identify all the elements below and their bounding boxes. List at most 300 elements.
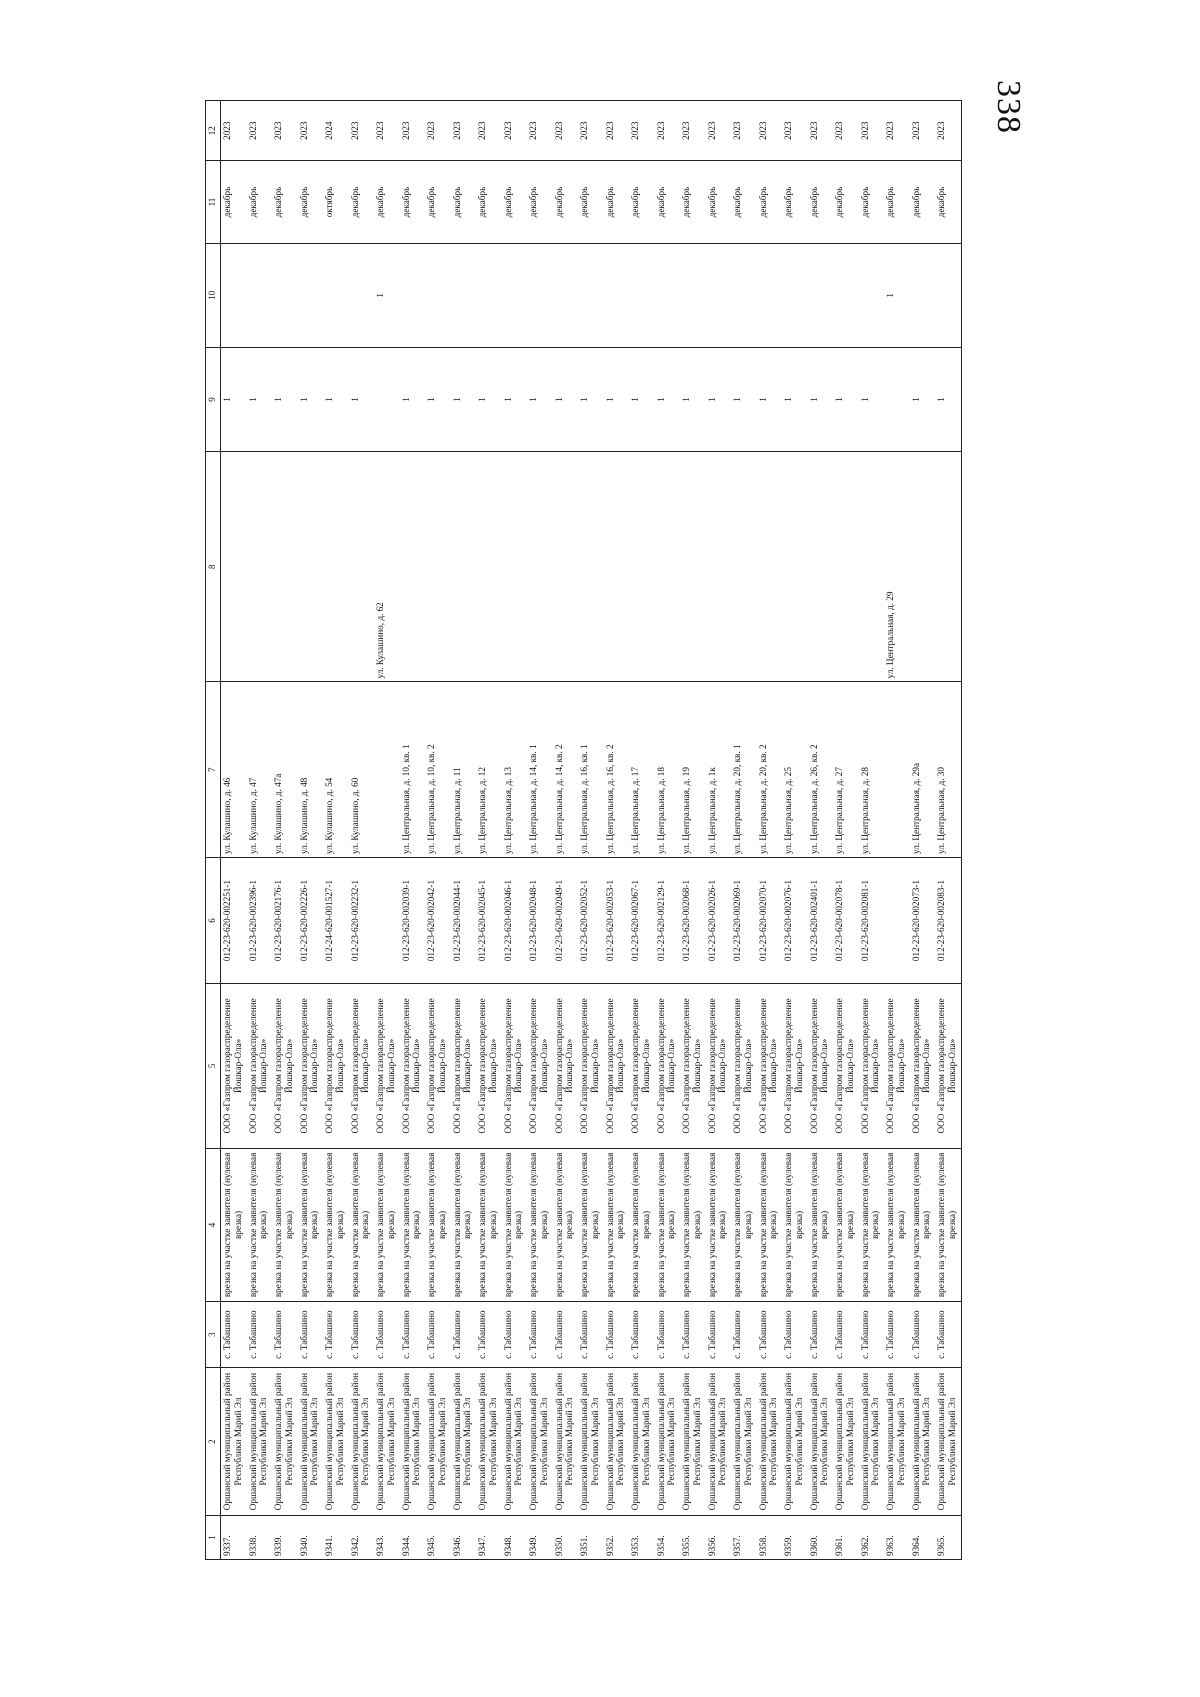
count-cell: 1 bbox=[782, 347, 808, 451]
village-cell: с. Табашино bbox=[323, 1302, 349, 1368]
column-header: 11 bbox=[206, 161, 221, 243]
address-alt-cell bbox=[935, 452, 961, 682]
district-cell: Оршанский муниципальный район Республики Марий Эл bbox=[298, 1368, 324, 1516]
count-cell: 1 bbox=[451, 347, 477, 451]
application-code-cell: 012-23-620-002232-1 bbox=[349, 857, 375, 983]
row-number: 9344. bbox=[400, 1516, 426, 1560]
count-cell: 1 bbox=[808, 347, 834, 451]
address-cell: ул. Центральная, д. 10, кв. 2 bbox=[425, 682, 451, 858]
village-cell: с. Табашино bbox=[476, 1302, 502, 1368]
column-header: 8 bbox=[206, 452, 221, 682]
row-number: 9363. bbox=[884, 1516, 910, 1560]
work-type-cell: врезка на участке заявителя (нулевая врезка) bbox=[221, 1148, 247, 1302]
address-cell: ул. Центральная, д. 20, кв. 1 bbox=[731, 682, 757, 858]
work-type-cell: врезка на участке заявителя (нулевая врезка) bbox=[859, 1148, 885, 1302]
organization-cell: ООО «Газпром газораспределение Йошкар-Ола» bbox=[400, 984, 426, 1149]
count-cell: 1 bbox=[578, 347, 604, 451]
year-cell: 2023 bbox=[731, 101, 757, 161]
count-alt-cell bbox=[221, 243, 247, 347]
address-alt-cell bbox=[553, 452, 579, 682]
rotated-table-wrapper bbox=[205, 100, 962, 1560]
application-code-cell: 012-24-620-001527-1 bbox=[323, 857, 349, 983]
year-cell: 2023 bbox=[706, 101, 732, 161]
address-cell: ул. Кулашино, д. 60 bbox=[349, 682, 375, 858]
address-alt-cell bbox=[833, 452, 859, 682]
address-cell bbox=[884, 682, 910, 858]
table-row bbox=[706, 101, 732, 1560]
work-type-cell: врезка на участке заявителя (нулевая врезка) bbox=[680, 1148, 706, 1302]
work-type-cell: врезка на участке заявителя (нулевая врезка) bbox=[808, 1148, 834, 1302]
address-alt-cell bbox=[578, 452, 604, 682]
address-alt-cell bbox=[782, 452, 808, 682]
district-cell: Оршанский муниципальный район Республики Марий Эл bbox=[323, 1368, 349, 1516]
count-cell: 1 bbox=[655, 347, 681, 451]
district-cell: Оршанский муниципальный район Республики Марий Эл bbox=[731, 1368, 757, 1516]
table-row bbox=[833, 101, 859, 1560]
connection-table bbox=[205, 100, 962, 1560]
organization-cell: ООО «Газпром газораспределение Йошкар-Ола» bbox=[247, 984, 273, 1149]
work-type-cell: врезка на участке заявителя (нулевая врезка) bbox=[757, 1148, 783, 1302]
address-cell: ул. Центральная, д. 17 bbox=[629, 682, 655, 858]
count-cell: 1 bbox=[247, 347, 273, 451]
count-cell: 1 bbox=[221, 347, 247, 451]
table-row bbox=[476, 101, 502, 1560]
count-cell: 1 bbox=[425, 347, 451, 451]
table-row bbox=[374, 101, 400, 1560]
row-number: 9341. bbox=[323, 1516, 349, 1560]
address-alt-cell bbox=[247, 452, 273, 682]
district-cell: Оршанский муниципальный район Республики Марий Эл bbox=[604, 1368, 630, 1516]
application-code-cell bbox=[374, 857, 400, 983]
application-code-cell: 012-23-620-002044-1 bbox=[451, 857, 477, 983]
address-cell: ул. Кулашино, д. 46 bbox=[221, 682, 247, 858]
organization-cell: ООО «Газпром газораспределение Йошкар-Ола» bbox=[323, 984, 349, 1149]
village-cell: с. Табашино bbox=[527, 1302, 553, 1368]
year-cell: 2023 bbox=[221, 101, 247, 161]
village-cell: с. Табашино bbox=[884, 1302, 910, 1368]
table-row bbox=[298, 101, 324, 1560]
table-row bbox=[604, 101, 630, 1560]
table-row bbox=[323, 101, 349, 1560]
year-cell: 2023 bbox=[910, 101, 936, 161]
count-cell: 1 bbox=[833, 347, 859, 451]
row-number: 9353. bbox=[629, 1516, 655, 1560]
column-header: 7 bbox=[206, 682, 221, 858]
count-cell: 1 bbox=[910, 347, 936, 451]
village-cell: с. Табашино bbox=[629, 1302, 655, 1368]
address-cell: ул. Центральная, д. 30 bbox=[935, 682, 961, 858]
row-number: 9346. bbox=[451, 1516, 477, 1560]
work-type-cell: врезка на участке заявителя (нулевая врезка) bbox=[655, 1148, 681, 1302]
organization-cell: ООО «Газпром газораспределение Йошкар-Ола» bbox=[680, 984, 706, 1149]
organization-cell: ООО «Газпром газораспределение Йошкар-Ола» bbox=[859, 984, 885, 1149]
month-cell: декабрь bbox=[757, 161, 783, 243]
village-cell: с. Табашино bbox=[859, 1302, 885, 1368]
row-number: 9354. bbox=[655, 1516, 681, 1560]
month-cell: декабрь bbox=[272, 161, 298, 243]
table-row bbox=[553, 101, 579, 1560]
count-alt-cell bbox=[578, 243, 604, 347]
address-alt-cell: ул. Кулашино, д. 62 bbox=[374, 452, 400, 682]
month-cell: декабрь bbox=[221, 161, 247, 243]
count-cell: 1 bbox=[859, 347, 885, 451]
year-cell: 2023 bbox=[502, 101, 528, 161]
address-alt-cell bbox=[655, 452, 681, 682]
year-cell: 2023 bbox=[808, 101, 834, 161]
table-row bbox=[884, 101, 910, 1560]
application-code-cell: 012-23-620-002039-1 bbox=[400, 857, 426, 983]
village-cell: с. Табашино bbox=[833, 1302, 859, 1368]
village-cell: с. Табашино bbox=[298, 1302, 324, 1368]
work-type-cell: врезка на участке заявителя (нулевая врезка) bbox=[374, 1148, 400, 1302]
organization-cell: ООО «Газпром газораспределение Йошкар-Ола» bbox=[782, 984, 808, 1149]
table-row bbox=[731, 101, 757, 1560]
village-cell: с. Табашино bbox=[731, 1302, 757, 1368]
address-cell: ул. Центральная, д. 19 bbox=[680, 682, 706, 858]
organization-cell: ООО «Газпром газораспределение Йошкар-Ола» bbox=[910, 984, 936, 1149]
work-type-cell: врезка на участке заявителя (нулевая врезка) bbox=[553, 1148, 579, 1302]
count-alt-cell bbox=[910, 243, 936, 347]
organization-cell: ООО «Газпром газораспределение Йошкар-Ола» bbox=[476, 984, 502, 1149]
month-cell: декабрь bbox=[527, 161, 553, 243]
application-code-cell: 012-23-620-002129-1 bbox=[655, 857, 681, 983]
count-alt-cell bbox=[757, 243, 783, 347]
month-cell: декабрь bbox=[833, 161, 859, 243]
address-alt-cell: ул. Центральная, д. 29 bbox=[884, 452, 910, 682]
application-code-cell: 012-23-620-002068-1 bbox=[680, 857, 706, 983]
table-row bbox=[757, 101, 783, 1560]
village-cell: с. Табашино bbox=[910, 1302, 936, 1368]
month-cell: декабрь bbox=[349, 161, 375, 243]
row-number: 9351. bbox=[578, 1516, 604, 1560]
row-number: 9348. bbox=[502, 1516, 528, 1560]
row-number: 9359. bbox=[782, 1516, 808, 1560]
count-alt-cell bbox=[706, 243, 732, 347]
month-cell: декабрь bbox=[655, 161, 681, 243]
page-number: 338 bbox=[990, 80, 1027, 134]
district-cell: Оршанский муниципальный район Республики Марий Эл bbox=[833, 1368, 859, 1516]
district-cell: Оршанский муниципальный район Республики Марий Эл bbox=[859, 1368, 885, 1516]
work-type-cell: врезка на участке заявителя (нулевая врезка) bbox=[298, 1148, 324, 1302]
count-alt-cell bbox=[553, 243, 579, 347]
organization-cell: ООО «Газпром газораспределение Йошкар-Ола» bbox=[349, 984, 375, 1149]
count-cell: 1 bbox=[604, 347, 630, 451]
application-code-cell: 012-23-620-002076-1 bbox=[782, 857, 808, 983]
count-alt-cell bbox=[655, 243, 681, 347]
district-cell: Оршанский муниципальный район Республики Марий Эл bbox=[782, 1368, 808, 1516]
year-cell: 2023 bbox=[553, 101, 579, 161]
work-type-cell: врезка на участке заявителя (нулевая врезка) bbox=[247, 1148, 273, 1302]
village-cell: с. Табашино bbox=[272, 1302, 298, 1368]
organization-cell: ООО «Газпром газораспределение Йошкар-Ола» bbox=[604, 984, 630, 1149]
organization-cell: ООО «Газпром газораспределение Йошкар-Ола» bbox=[578, 984, 604, 1149]
application-code-cell: 012-23-620-002069-1 bbox=[731, 857, 757, 983]
work-type-cell: врезка на участке заявителя (нулевая врезка) bbox=[604, 1148, 630, 1302]
district-cell: Оршанский муниципальный район Республики Марий Эл bbox=[272, 1368, 298, 1516]
month-cell: декабрь bbox=[731, 161, 757, 243]
month-cell: декабрь bbox=[578, 161, 604, 243]
organization-cell: ООО «Газпром газораспределение Йошкар-Ола» bbox=[757, 984, 783, 1149]
district-cell: Оршанский муниципальный район Республики Марий Эл bbox=[629, 1368, 655, 1516]
district-cell: Оршанский муниципальный район Республики Марий Эл bbox=[221, 1368, 247, 1516]
organization-cell: ООО «Газпром газораспределение Йошкар-Ола» bbox=[502, 984, 528, 1149]
village-cell: с. Табашино bbox=[502, 1302, 528, 1368]
year-cell: 2023 bbox=[400, 101, 426, 161]
address-cell bbox=[374, 682, 400, 858]
month-cell: декабрь bbox=[884, 161, 910, 243]
village-cell: с. Табашино bbox=[247, 1302, 273, 1368]
row-number: 9342. bbox=[349, 1516, 375, 1560]
address-cell: ул. Центральная, д. 29а bbox=[910, 682, 936, 858]
district-cell: Оршанский муниципальный район Республики Марий Эл bbox=[502, 1368, 528, 1516]
village-cell: с. Табашино bbox=[706, 1302, 732, 1368]
address-alt-cell bbox=[629, 452, 655, 682]
district-cell: Оршанский муниципальный район Республики Марий Эл bbox=[247, 1368, 273, 1516]
table-row bbox=[451, 101, 477, 1560]
table-row bbox=[782, 101, 808, 1560]
address-alt-cell bbox=[400, 452, 426, 682]
count-alt-cell bbox=[400, 243, 426, 347]
address-cell: ул. Центральная, д. 27 bbox=[833, 682, 859, 858]
count-alt-cell bbox=[272, 243, 298, 347]
count-cell: 1 bbox=[272, 347, 298, 451]
count-alt-cell bbox=[425, 243, 451, 347]
table-body bbox=[221, 101, 962, 1560]
village-cell: с. Табашино bbox=[782, 1302, 808, 1368]
count-alt-cell: 1 bbox=[374, 243, 400, 347]
year-cell: 2023 bbox=[298, 101, 324, 161]
address-alt-cell bbox=[706, 452, 732, 682]
address-alt-cell bbox=[298, 452, 324, 682]
month-cell: декабрь bbox=[298, 161, 324, 243]
application-code-cell: 012-23-620-002078-1 bbox=[833, 857, 859, 983]
address-cell: ул. Центральная, д. 16, кв. 1 bbox=[578, 682, 604, 858]
application-code-cell bbox=[884, 857, 910, 983]
address-cell: ул. Центральная, д. 14, кв. 1 bbox=[527, 682, 553, 858]
year-cell: 2023 bbox=[680, 101, 706, 161]
application-code-cell: 012-23-620-002073-1 bbox=[910, 857, 936, 983]
application-code-cell: 012-23-620-002042-1 bbox=[425, 857, 451, 983]
village-cell: с. Табашино bbox=[680, 1302, 706, 1368]
district-cell: Оршанский муниципальный район Республики Марий Эл bbox=[935, 1368, 961, 1516]
organization-cell: ООО «Газпром газораспределение Йошкар-Ола» bbox=[374, 984, 400, 1149]
address-cell: ул. Центральная, д. 20, кв. 2 bbox=[757, 682, 783, 858]
application-code-cell: 012-23-620-002026-1 bbox=[706, 857, 732, 983]
table-row bbox=[502, 101, 528, 1560]
table-row bbox=[400, 101, 426, 1560]
table-row bbox=[272, 101, 298, 1560]
address-alt-cell bbox=[451, 452, 477, 682]
count-alt-cell bbox=[298, 243, 324, 347]
table-row bbox=[247, 101, 273, 1560]
month-cell: декабрь bbox=[910, 161, 936, 243]
row-number: 9347. bbox=[476, 1516, 502, 1560]
address-cell: ул. Центральная, д. 1к bbox=[706, 682, 732, 858]
address-cell: ул. Кулашино, д. 48 bbox=[298, 682, 324, 858]
address-alt-cell bbox=[680, 452, 706, 682]
table-row bbox=[527, 101, 553, 1560]
address-cell: ул. Центральная, д. 26, кв. 2 bbox=[808, 682, 834, 858]
village-cell: с. Табашино bbox=[655, 1302, 681, 1368]
row-number: 9338. bbox=[247, 1516, 273, 1560]
count-cell: 1 bbox=[527, 347, 553, 451]
table-row bbox=[425, 101, 451, 1560]
row-number: 9357. bbox=[731, 1516, 757, 1560]
district-cell: Оршанский муниципальный район Республики Марий Эл bbox=[527, 1368, 553, 1516]
row-number: 9345. bbox=[425, 1516, 451, 1560]
address-alt-cell bbox=[349, 452, 375, 682]
work-type-cell: врезка на участке заявителя (нулевая врезка) bbox=[527, 1148, 553, 1302]
organization-cell: ООО «Газпром газораспределение Йошкар-Ола» bbox=[629, 984, 655, 1149]
table-row bbox=[680, 101, 706, 1560]
count-cell bbox=[884, 347, 910, 451]
month-cell: декабрь bbox=[706, 161, 732, 243]
address-cell: ул. Центральная, д. 10, кв. 1 bbox=[400, 682, 426, 858]
work-type-cell: врезка на участке заявителя (нулевая врезка) bbox=[476, 1148, 502, 1302]
row-number: 9350. bbox=[553, 1516, 579, 1560]
application-code-cell: 012-23-620-002048-1 bbox=[527, 857, 553, 983]
table-row bbox=[859, 101, 885, 1560]
address-alt-cell bbox=[757, 452, 783, 682]
district-cell: Оршанский муниципальный район Республики Марий Эл bbox=[553, 1368, 579, 1516]
count-cell: 1 bbox=[323, 347, 349, 451]
address-cell: ул. Центральная, д. 12 bbox=[476, 682, 502, 858]
organization-cell: ООО «Газпром газораспределение Йошкар-Ола» bbox=[935, 984, 961, 1149]
count-cell: 1 bbox=[706, 347, 732, 451]
table-row bbox=[655, 101, 681, 1560]
organization-cell: ООО «Газпром газораспределение Йошкар-Ола» bbox=[272, 984, 298, 1149]
year-cell: 2024 bbox=[323, 101, 349, 161]
district-cell: Оршанский муниципальный район Республики Марий Эл bbox=[757, 1368, 783, 1516]
count-alt-cell bbox=[247, 243, 273, 347]
organization-cell: ООО «Газпром газораспределение Йошкар-Ола» bbox=[731, 984, 757, 1149]
work-type-cell: врезка на участке заявителя (нулевая врезка) bbox=[833, 1148, 859, 1302]
count-alt-cell: 1 bbox=[884, 243, 910, 347]
table-row bbox=[808, 101, 834, 1560]
address-cell: ул. Кулашино, д. 54 bbox=[323, 682, 349, 858]
village-cell: с. Табашино bbox=[425, 1302, 451, 1368]
count-cell: 1 bbox=[757, 347, 783, 451]
organization-cell: ООО «Газпром газораспределение Йошкар-Ола» bbox=[298, 984, 324, 1149]
address-cell: ул. Центральная, д. 14, кв. 2 bbox=[553, 682, 579, 858]
address-alt-cell bbox=[476, 452, 502, 682]
year-cell: 2023 bbox=[859, 101, 885, 161]
work-type-cell: врезка на участке заявителя (нулевая врезка) bbox=[578, 1148, 604, 1302]
address-cell: ул. Центральная, д. 11 bbox=[451, 682, 477, 858]
count-alt-cell bbox=[527, 243, 553, 347]
year-cell: 2023 bbox=[884, 101, 910, 161]
row-number: 9343. bbox=[374, 1516, 400, 1560]
count-cell bbox=[374, 347, 400, 451]
organization-cell: ООО «Газпром газораспределение Йошкар-Ола» bbox=[655, 984, 681, 1149]
work-type-cell: врезка на участке заявителя (нулевая врезка) bbox=[782, 1148, 808, 1302]
district-cell: Оршанский муниципальный район Республики Марий Эл bbox=[680, 1368, 706, 1516]
address-alt-cell bbox=[604, 452, 630, 682]
work-type-cell: врезка на участке заявителя (нулевая врезка) bbox=[323, 1148, 349, 1302]
row-number: 9358. bbox=[757, 1516, 783, 1560]
count-alt-cell bbox=[629, 243, 655, 347]
count-alt-cell bbox=[323, 243, 349, 347]
application-code-cell: 012-23-620-002081-1 bbox=[859, 857, 885, 983]
district-cell: Оршанский муниципальный район Республики Марий Эл bbox=[808, 1368, 834, 1516]
header-row bbox=[206, 101, 221, 1560]
work-type-cell: врезка на участке заявителя (нулевая врезка) bbox=[629, 1148, 655, 1302]
row-number: 9362. bbox=[859, 1516, 885, 1560]
year-cell: 2023 bbox=[629, 101, 655, 161]
address-alt-cell bbox=[731, 452, 757, 682]
application-code-cell: 012-23-620-002049-1 bbox=[553, 857, 579, 983]
year-cell: 2023 bbox=[374, 101, 400, 161]
month-cell: декабрь bbox=[808, 161, 834, 243]
work-type-cell: врезка на участке заявителя (нулевая врезка) bbox=[349, 1148, 375, 1302]
application-code-cell: 012-23-620-002396-1 bbox=[247, 857, 273, 983]
count-alt-cell bbox=[808, 243, 834, 347]
work-type-cell: врезка на участке заявителя (нулевая врезка) bbox=[731, 1148, 757, 1302]
table-row bbox=[221, 101, 247, 1560]
row-number: 9356. bbox=[706, 1516, 732, 1560]
application-code-cell: 012-23-620-002052-1 bbox=[578, 857, 604, 983]
table-row bbox=[910, 101, 936, 1560]
row-number: 9352. bbox=[604, 1516, 630, 1560]
organization-cell: ООО «Газпром газораспределение Йошкар-Ола» bbox=[553, 984, 579, 1149]
column-header: 2 bbox=[206, 1368, 221, 1516]
work-type-cell: врезка на участке заявителя (нулевая врезка) bbox=[935, 1148, 961, 1302]
address-alt-cell bbox=[425, 452, 451, 682]
village-cell: с. Табашино bbox=[757, 1302, 783, 1368]
work-type-cell: врезка на участке заявителя (нулевая врезка) bbox=[272, 1148, 298, 1302]
district-cell: Оршанский муниципальный район Республики Марий Эл bbox=[451, 1368, 477, 1516]
application-code-cell: 012-23-620-002067-1 bbox=[629, 857, 655, 983]
organization-cell: ООО «Газпром газораспределение Йошкар-Ола» bbox=[451, 984, 477, 1149]
column-header: 3 bbox=[206, 1302, 221, 1368]
year-cell: 2023 bbox=[451, 101, 477, 161]
count-cell: 1 bbox=[298, 347, 324, 451]
count-cell: 1 bbox=[476, 347, 502, 451]
column-header: 4 bbox=[206, 1148, 221, 1302]
organization-cell: ООО «Газпром газораспределение Йошкар-Ола» bbox=[884, 984, 910, 1149]
count-alt-cell bbox=[833, 243, 859, 347]
count-alt-cell bbox=[476, 243, 502, 347]
table-row bbox=[578, 101, 604, 1560]
count-alt-cell bbox=[731, 243, 757, 347]
year-cell: 2023 bbox=[757, 101, 783, 161]
month-cell: декабрь bbox=[859, 161, 885, 243]
address-alt-cell bbox=[859, 452, 885, 682]
address-alt-cell bbox=[323, 452, 349, 682]
year-cell: 2023 bbox=[247, 101, 273, 161]
table-row bbox=[629, 101, 655, 1560]
district-cell: Оршанский муниципальный район Республики Марий Эл bbox=[910, 1368, 936, 1516]
row-number: 9365. bbox=[935, 1516, 961, 1560]
month-cell: октябрь bbox=[323, 161, 349, 243]
district-cell: Оршанский муниципальный район Республики Марий Эл bbox=[655, 1368, 681, 1516]
address-alt-cell bbox=[221, 452, 247, 682]
count-cell: 1 bbox=[935, 347, 961, 451]
address-alt-cell bbox=[502, 452, 528, 682]
district-cell: Оршанский муниципальный район Республики Марий Эл bbox=[706, 1368, 732, 1516]
village-cell: с. Табашино bbox=[578, 1302, 604, 1368]
application-code-cell: 012-23-620-002045-1 bbox=[476, 857, 502, 983]
count-alt-cell bbox=[349, 243, 375, 347]
organization-cell: ООО «Газпром газораспределение Йошкар-Ола» bbox=[706, 984, 732, 1149]
district-cell: Оршанский муниципальный район Республики Марий Эл bbox=[400, 1368, 426, 1516]
district-cell: Оршанский муниципальный район Республики Марий Эл bbox=[374, 1368, 400, 1516]
year-cell: 2023 bbox=[782, 101, 808, 161]
column-header: 12 bbox=[206, 101, 221, 161]
village-cell: с. Табашино bbox=[604, 1302, 630, 1368]
district-cell: Оршанский муниципальный район Республики Марий Эл bbox=[425, 1368, 451, 1516]
row-number: 9349. bbox=[527, 1516, 553, 1560]
